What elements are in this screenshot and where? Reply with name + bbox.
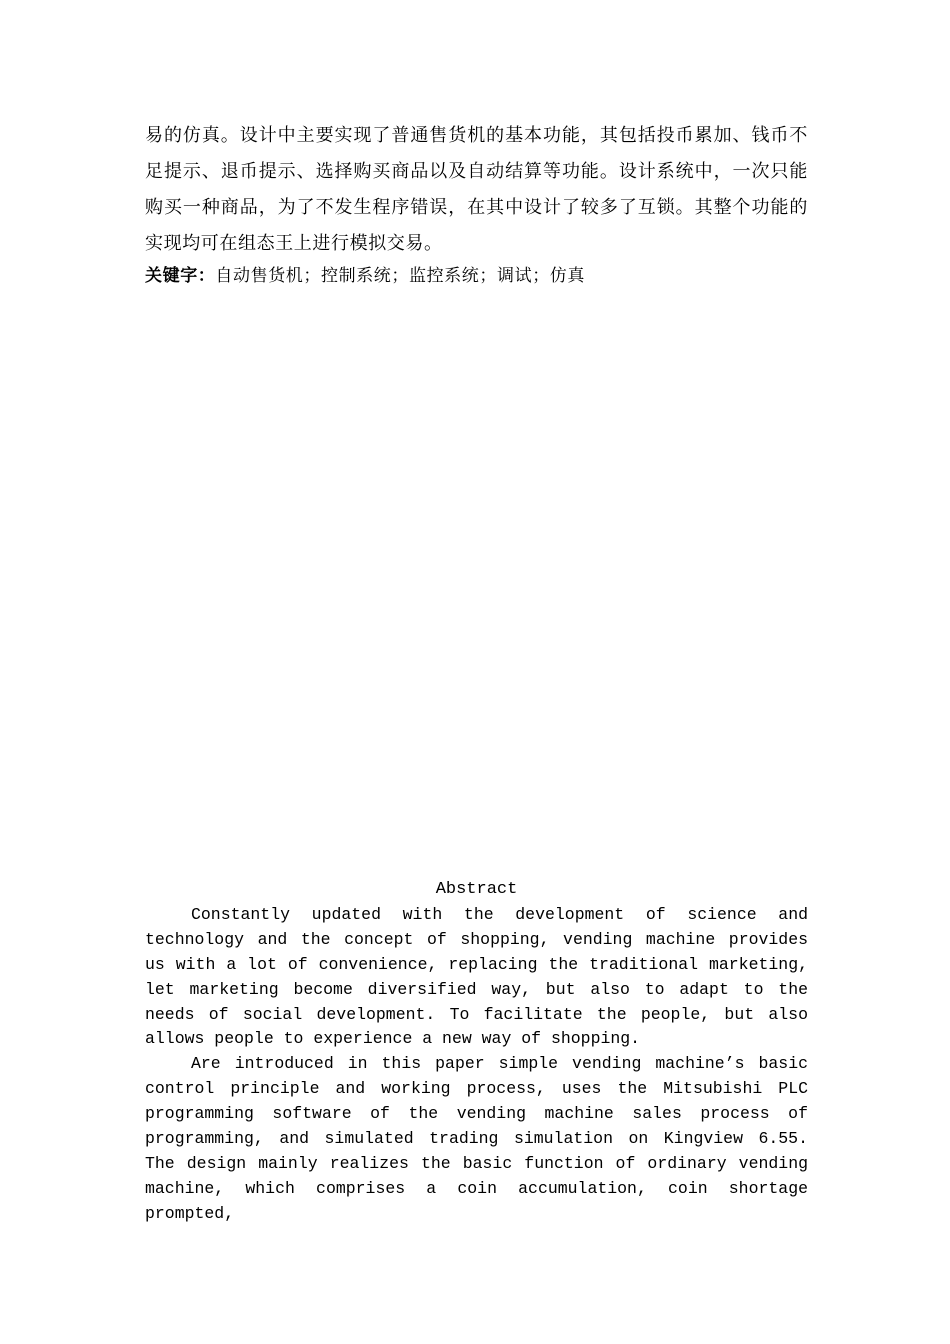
keywords-line — [145, 258, 808, 294]
abstract-paragraph-1: Constantly updated with the development of science and technology and the concept of shopping, vending machine provides us with a lot of convenience, replacing the traditional marketing, let marketing become diversified way, but also to adapt to the needs of social development. To facilitate the people, but also allows people to experience a new way of shopping. — [145, 904, 808, 1049]
english-abstract-section — [145, 878, 808, 1227]
abstract-paragraph-2: Are introduced in this paper simple vending machine’s basic control principle and working process, uses the Mitsubishi PLC programming software of the vending machine sales process of programming, and simulated trading simulation on Kingview 6.55. The design mainly realizes the basic function of ordinary vending machine, which comprises a coin accumulation, coin shortage prompted, — [145, 1054, 808, 1223]
chinese-abstract-paragraph: 易的仿真。设计中主要实现了普通售货机的基本功能，其包括投币累加、钱币不足提示、退币提示、选择购买商品以及自动结算等功能。设计系统中，一次只能购买一种商品，为了不发生程序错误，在其中设计了较多了互锁。其整个功能的实现均可在组态王上进行模拟交易。 — [145, 125, 808, 254]
keywords-text: 自动售货机；控制系统；监控系统；调试；仿真 — [215, 266, 586, 286]
chinese-abstract-section — [145, 118, 808, 294]
keywords-label: 关键字： — [145, 266, 216, 286]
abstract-heading: Abstract — [435, 880, 518, 899]
